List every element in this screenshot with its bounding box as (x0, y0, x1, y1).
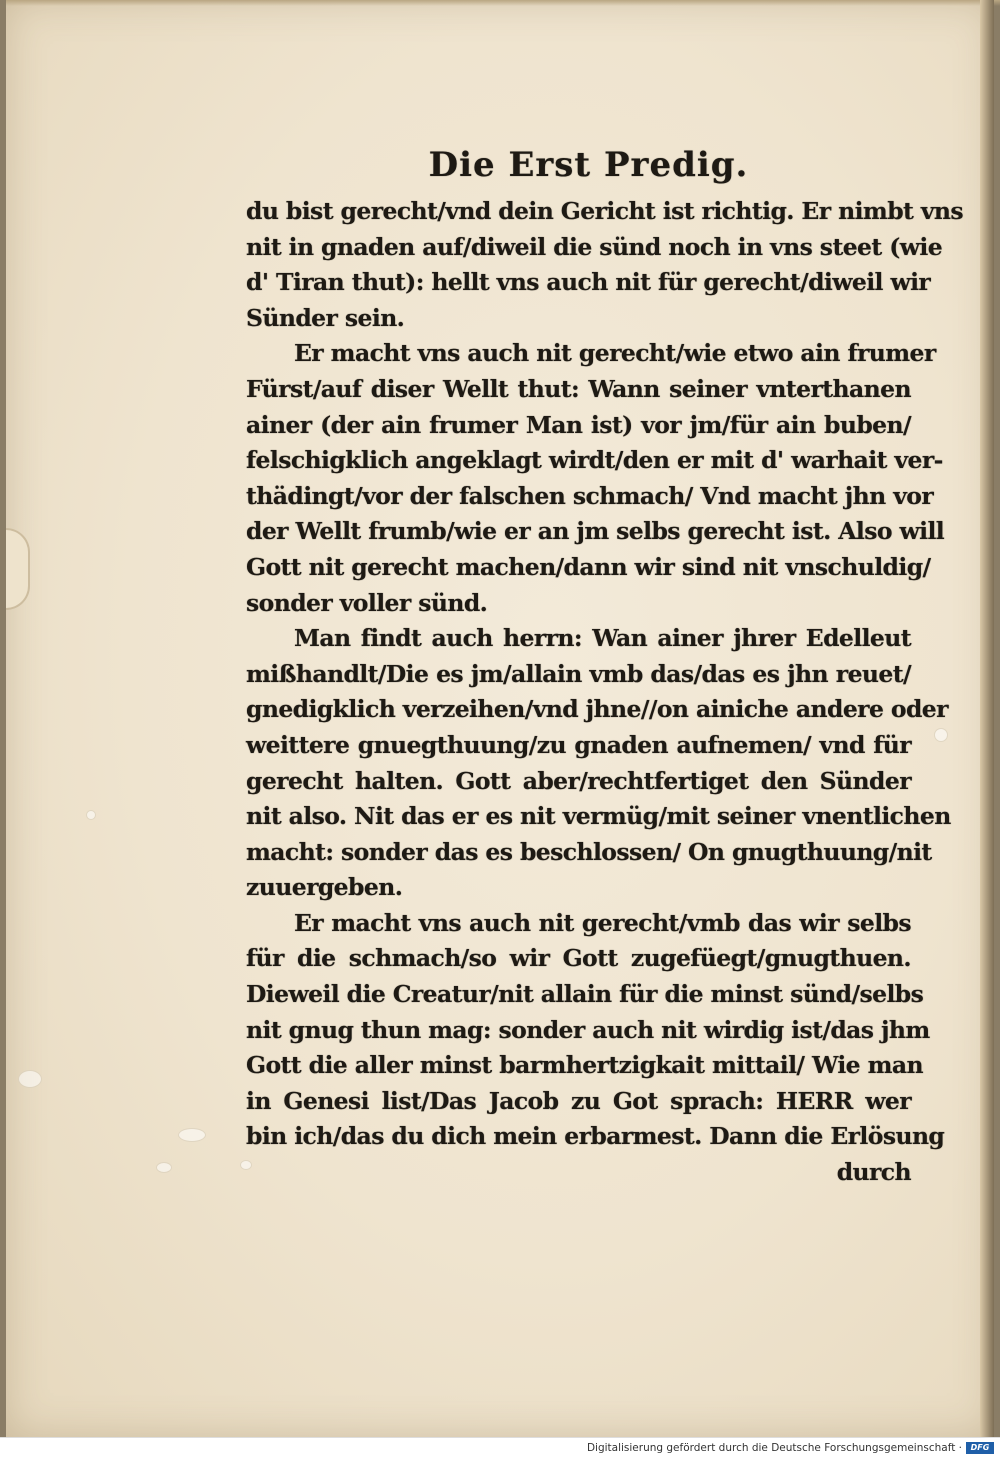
footer-bar (0, 1437, 1000, 1458)
text-line: weittere gnuegthuung/zu gnaden aufnemen/ vnd für (246, 730, 911, 759)
text-line: der Wellt frumb/wie er an jm selbs gerecht ist. Also will (246, 517, 945, 546)
text-line: sonder voller sünd. (246, 588, 488, 617)
page-text (246, 140, 964, 1191)
text-line: mißhandlt/Die es jm/allain vmb das/das es jhn reuet/ (246, 659, 911, 688)
text-line: macht: sonder das es beschlossen/ On gnugthuung/nit (246, 837, 932, 866)
paper-stain (934, 728, 948, 742)
text-line: Gott die aller minst barmhertzigkait mittail/ Wie man (246, 1051, 923, 1080)
text-line: Gott nit gerecht machen/dann wir sind nit vnschuldig/ (246, 552, 931, 581)
text-line: Dieweil die Creatur/nit allain für die minst sünd/selbs (246, 980, 924, 1009)
text-line: nit gnug thun mag: sonder auch nit wirdig ist/das jhm (246, 1015, 930, 1044)
paper-stain (18, 1070, 42, 1088)
page-right-edge (980, 0, 994, 1437)
text-line: gnedigklich verzeihen/vnd jhne//on ainiche andere oder (246, 695, 948, 724)
paper-stain (156, 1162, 172, 1173)
text-lines (246, 194, 964, 1155)
footer-credit: Digitalisierung gefördert durch die Deutsche Forschungsgemeinschaft · (586, 1442, 962, 1454)
paper-stain (86, 810, 96, 820)
page-top-edge (6, 0, 1000, 6)
text-line: du bist gerecht/vnd dein Gericht ist richtig. Er nimbt vns (246, 197, 964, 225)
text-line: Man findt auch herrn: Wan ainer jhrer Edelleut (294, 624, 911, 653)
text-line: felschigklich angeklagt wirdt/den er mit d' warhait ver- (246, 446, 943, 475)
text-line: bin ich/das du dich mein erbarmest. Dann die Erlösung (246, 1122, 945, 1151)
text-line: Fürst/auf diser Wellt thut: Wann seiner vnterthanen (246, 374, 911, 403)
catchword: durch (836, 1158, 911, 1187)
text-line: nit also. Nit das er es nit vermüg/mit seiner vnentlichen (246, 802, 951, 831)
text-line: Sünder sein. (246, 303, 405, 332)
text-line: d' Tiran thut): hellt vns auch nit für gerecht/diweil wir (246, 268, 931, 297)
running-head: Die Erst Predig. (428, 145, 749, 185)
text-line: thädingt/vor der falschen schmach/ Vnd macht jhn vor (246, 481, 934, 510)
text-line: Er macht vns auch nit gerecht/wie etwo ain frumer (294, 339, 936, 368)
text-line: ainer (der ain frumer Man ist) vor jm/für ain buben/ (246, 410, 911, 439)
text-line: Er macht vns auch nit gerecht/vmb das wir selbs (294, 908, 911, 937)
book-page (6, 0, 994, 1437)
dfg-logo[interactable]: DFG (966, 1442, 994, 1454)
text-line: in Genesi list/Das Jacob zu Got sprach: HERR wer (246, 1086, 911, 1115)
text-line: nit in gnaden auf/diweil die sünd noch in vns steet (wie (246, 232, 943, 261)
text-line: gerecht halten. Gott aber/rechtfertiget den Sünder (246, 766, 911, 795)
text-line: für die schmach/so wir Gott zugefüegt/gnugthuen. (246, 944, 911, 973)
text-line: zuuergeben. (246, 873, 403, 902)
page-tab-mark (6, 528, 30, 610)
paper-stain (178, 1128, 206, 1142)
